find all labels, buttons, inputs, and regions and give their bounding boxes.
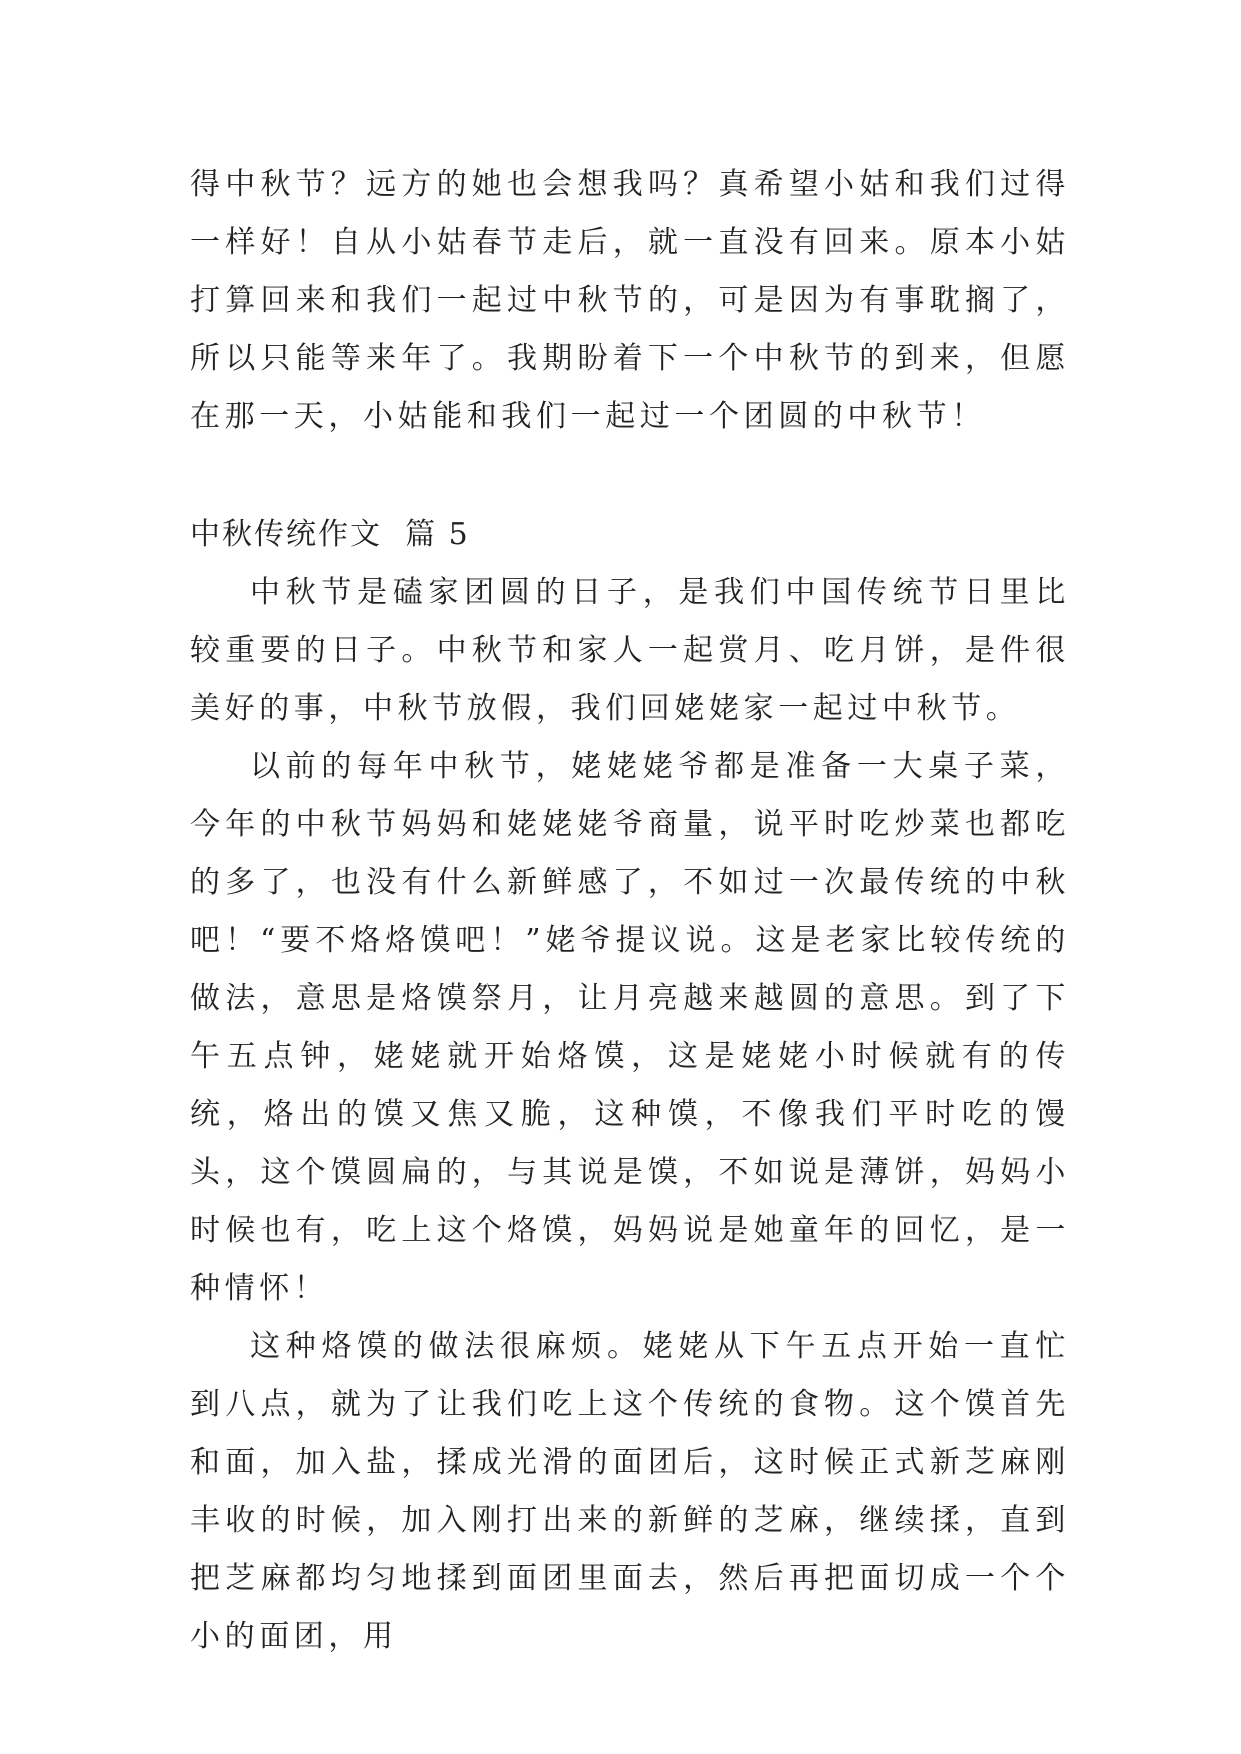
continuation-paragraph: 得中秋节？远方的她也会想我吗？真希望小姑和我们过得一样好！自从小姑春节走后，就一直没有回来。原本小姑打算回来和我们一起过中秋节的，可是因为有事耽搁了，所以只能等来年了。我期盼着下一个中秋节的到来，但愿在那一天，小姑能和我们一起过一个团圆的中秋节！: [190, 167, 1070, 434]
section-title: 中秋传统作文 篇 5: [190, 517, 470, 552]
essay-body: [190, 564, 1070, 1666]
paragraph: 这种烙馍的做法很麻烦。姥姥从下午五点开始一直忙到八点，就为了让我们吃上这个传统的食物。这个馍首先和面，加入盐，揉成光滑的面团后，这时候正式新芝麻刚丰收的时候，加入刚打出来的新鲜的芝麻，继续揉，直到把芝麻都均匀地揉到面团里面去，然后再把面切成一个个小的面团，用: [190, 1329, 1070, 1654]
paragraph: 以前的每年中秋节，姥姥姥爷都是准备一大桌子菜，今年的中秋节妈妈和姥姥姥爷商量，说平时吃炒菜也都吃的多了，也没有什么新鲜感了，不如过一次最传统的中秋吧！“要不烙烙馍吧！”姥爷提议说。这是老家比较传统的做法，意思是烙馍祭月，让月亮越来越圆的意思。到了下午五点钟，姥姥就开始烙馍，这是姥姥小时候就有的传统，烙出的馍又焦又脆，这种馍，不像我们平时吃的馒头，这个馍圆扁的，与其说是馍，不如说是薄饼，妈妈小时候也有，吃上这个烙馍，妈妈说是她童年的回忆，是一种情怀！: [190, 749, 1070, 1306]
paragraph: 中秋节是磕家团圆的日子，是我们中国传统节日里比较重要的日子。中秋节和家人一起赏月、吃月饼，是件很美好的事，中秋节放假，我们回姥姥家一起过中秋节。: [190, 575, 1070, 726]
continuation-text: [190, 156, 1070, 446]
